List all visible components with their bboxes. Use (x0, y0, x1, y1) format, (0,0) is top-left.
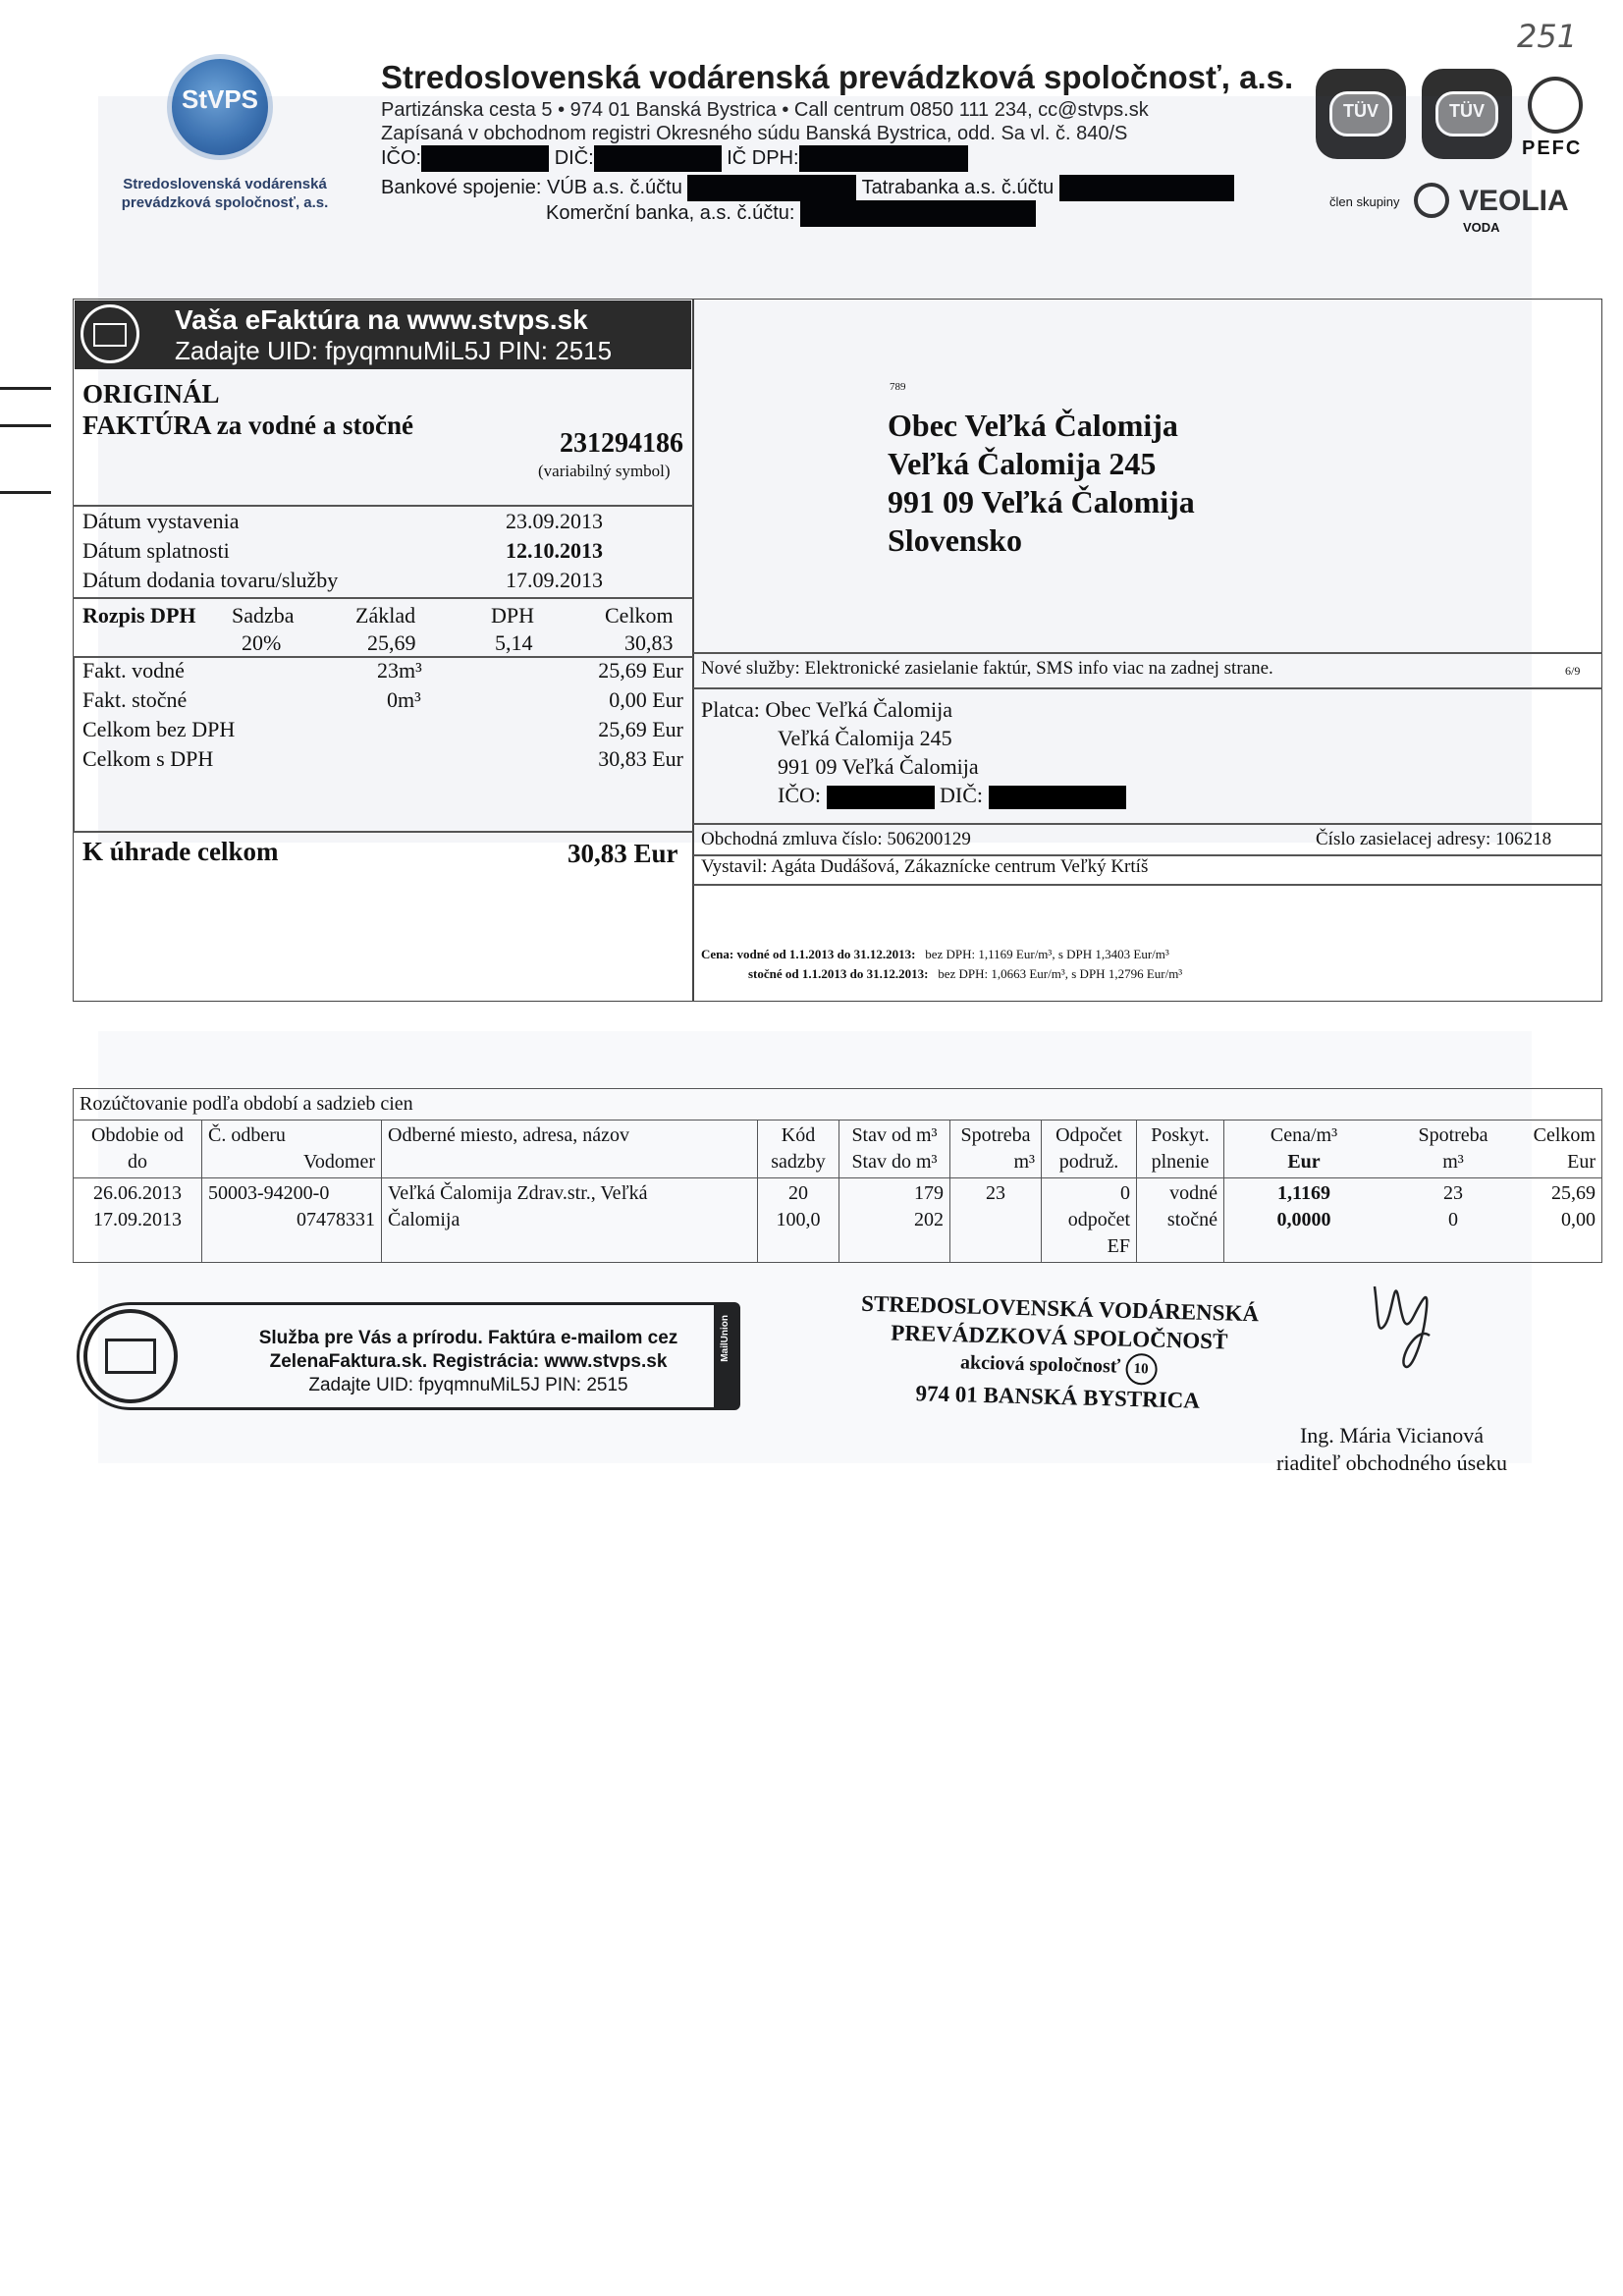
mailunion-text: MailUnion (720, 1315, 730, 1362)
company-registry: Zapísaná v obchodnom registri Okresného súdu Banská Bystrica, odd. Sa vl. č. 840/S (381, 123, 1128, 144)
stamp-line4: 974 01 BANSKÁ BYSTRICA (915, 1381, 1201, 1413)
col-poskyt: Poskyt. plnenie (1137, 1121, 1224, 1178)
amount-qty (377, 715, 524, 744)
page-number: 251 (1517, 18, 1578, 55)
vat-total: 30,83 (624, 630, 674, 655)
stamp-line1: STREDOSLOVENSKÁ VODÁRENSKÁ (860, 1290, 1260, 1327)
dic-label: DIČ: (554, 146, 594, 169)
signatory-name: Ing. Mária Vicianová (1299, 1423, 1485, 1448)
total-value: 30,83 Eur (568, 839, 678, 868)
pefc-icon (1528, 77, 1583, 134)
address-number: Číslo zasielacej adresy: 106218 (1316, 829, 1552, 849)
date-row (82, 536, 603, 566)
col-celkom: Celkom Eur (1523, 1121, 1602, 1178)
amount-label: Celkom bez DPH (82, 717, 236, 741)
tuv-text: TÜV (1329, 91, 1392, 137)
tuv-text: TÜV (1435, 91, 1498, 137)
amount-label: Fakt. stočné (82, 687, 188, 712)
logo-caption-line2: prevádzková spoločnosť, a.s. (121, 194, 329, 211)
logo-text: StVPS (181, 84, 259, 114)
payer-city: 991 09 Veľká Čalomija (778, 754, 979, 779)
veolia-label: VEOLIA (1459, 185, 1569, 217)
price-item: stočné od 1.1.2013 do 31.12.2013: (748, 966, 929, 981)
recipient-city: 991 09 Veľká Čalomija (888, 484, 1195, 519)
margin-mark (0, 387, 51, 390)
amount-row (82, 656, 683, 685)
date-value: 17.09.2013 (506, 568, 603, 592)
col-stav: Stav od m³ Stav do m³ (839, 1121, 950, 1178)
vat-header-total: Celkom (605, 603, 674, 628)
payer-ico-label: IČO: (778, 783, 821, 807)
col-period: Obdobie od do (74, 1121, 202, 1178)
services-page: 6/9 (1565, 664, 1581, 678)
col-cena: Cena/m³ Eur (1224, 1121, 1384, 1178)
invoice-number-label: (variabilný symbol) (538, 462, 671, 480)
recipient-name: Obec Veľká Čalomija (888, 408, 1178, 443)
amount-label: Celkom s DPH (82, 746, 214, 771)
col-kod: Kód sadzby (758, 1121, 839, 1178)
bank2-label: Tatrabanka a.s. č.účtu (861, 176, 1055, 198)
signatory-title: riaditeľ obchodného úseku (1276, 1450, 1507, 1475)
amount-value: 25,69 Eur (598, 717, 683, 741)
date-label: Dátum splatnosti (82, 538, 230, 563)
price-value: bez DPH: 1,0663 Eur/m³, s DPH 1,2796 Eur/m³ (938, 966, 1183, 981)
ico-label: IČO: (381, 146, 422, 169)
date-label: Dátum vystavenia (82, 509, 240, 533)
envelope-icon (81, 304, 139, 363)
amount-value: 25,69 Eur (598, 658, 683, 683)
col-spotreba2: Spotreba m³ (1383, 1121, 1523, 1178)
vat-header-rate: Sadzba (232, 603, 295, 628)
prices-block (701, 945, 1182, 984)
green-line3: Zadajte UID: fpyqmnuMiL5J PIN: 2515 (308, 1375, 628, 1395)
member-label: člen skupiny (1329, 194, 1400, 209)
veolia-voda: VODA (1463, 220, 1500, 235)
recipient-box (693, 299, 1602, 1002)
green-line1: Služba pre Vás a prírodu. Faktúra e-mailom cez (258, 1328, 678, 1348)
invoice-number: 231294186 (560, 428, 683, 459)
stamp-line3: akciová spoločnosť (959, 1351, 1121, 1378)
issuer: Vystavil: Agáta Dudášová, Zákaznícke centrum Veľký Krtíš (701, 856, 1149, 877)
date-value: 23.09.2013 (506, 509, 603, 533)
vat-amount: 5,14 (495, 630, 533, 655)
background-watermark (98, 1031, 1532, 1463)
col-odpocet: Odpočet podruž. (1042, 1121, 1137, 1178)
col-spotreba: Spotreba m³ (950, 1121, 1042, 1178)
pefc-label: PEFC (1522, 137, 1583, 159)
icdph-label: IČ DPH: (727, 146, 799, 169)
vat-base: 25,69 (367, 630, 416, 655)
payer-block (701, 695, 1126, 809)
date-row (82, 507, 603, 536)
amount-qty: 0m³ (387, 687, 421, 712)
amount-value: 30,83 Eur (598, 746, 683, 771)
green-line2: ZelenaFaktura.sk. Registrácia: www.stvps.sk (269, 1351, 668, 1372)
payer-label: Platca: (701, 697, 760, 722)
vat-header-base: Základ (355, 603, 416, 628)
bank-label: Bankové spojenie: VÚB a.s. č.účtu (381, 176, 682, 198)
contract-number: Obchodná zmluva číslo: 506200129 (701, 829, 971, 849)
amount-qty: 23m³ (377, 658, 422, 683)
table-row: 26.06.2013 17.09.2013 50003-94200-0 07478331 Veľká Čalomija Zdrav.str., Veľká Čalomija 20 100,0 179 202 23 0 odpočet EF vodné stočné 1,1169 0,0000 23 0 25,69 0,00 (74, 1178, 1602, 1263)
efaktura-line1: Vaša eFaktúra na www.stvps.sk (175, 304, 588, 335)
amount-label: Fakt. vodné (82, 658, 185, 683)
recipient-country: Slovensko (888, 522, 1022, 558)
original-label: ORIGINÁL (82, 379, 220, 409)
price-value: bez DPH: 1,1169 Eur/m³, s DPH 1,3403 Eur/m³ (925, 947, 1169, 961)
amount-qty (377, 744, 524, 774)
efaktura-line2: Zadajte UID: fpyqmnuMiL5J PIN: 2515 (175, 336, 613, 365)
date-label: Dátum dodania tovaru/služby (82, 568, 339, 592)
redaction (827, 786, 935, 809)
amount-value: 0,00 Eur (609, 687, 683, 712)
stamp-number: 10 (1125, 1353, 1158, 1386)
services-note: Nové služby: Elektronické zasielanie faktúr, SMS info viac na zadnej strane. (701, 658, 1273, 679)
date-value: 12.10.2013 (506, 538, 603, 563)
efaktura-banner[interactable] (75, 301, 691, 369)
stamp-line2: PREVÁDZKOVÁ SPOLOČNOSŤ (891, 1320, 1228, 1354)
date-row (82, 566, 603, 595)
breakdown-title: Rozúčtovanie podľa období a sadzieb cien (74, 1089, 1602, 1121)
vat-rate: 20% (242, 630, 282, 655)
col-place: Odberné miesto, adresa, názov (382, 1121, 758, 1178)
payer-name: Obec Veľká Čalomija (765, 697, 952, 722)
amount-row (82, 715, 683, 744)
company-address: Partizánska cesta 5 • 974 01 Banská Bystrica • Call centrum 0850 111 234, cc@stvps.sk (381, 99, 1149, 121)
payer-dic-label: DIČ: (940, 783, 983, 807)
vat-header-vat: DPH (491, 603, 535, 628)
bank3-label: Komerční banka, a.s. č.účtu: (546, 201, 795, 224)
dates-block (82, 507, 603, 595)
payer-street: Veľká Čalomija 245 (778, 726, 952, 750)
logo-caption-line1: Stredoslovenská vodárenská (123, 176, 327, 192)
margin-mark (0, 424, 51, 427)
col-cislo: Č. odberu Vodomer (202, 1121, 382, 1178)
price-item: vodné od 1.1.2013 do 31.12.2013: (736, 947, 916, 961)
recipient-code: 789 (890, 381, 906, 393)
recipient-address (888, 407, 1195, 560)
invoice-title: FAKTÚRA za vodné a stočné (82, 410, 413, 440)
amounts-block (82, 656, 683, 774)
margin-mark (0, 491, 51, 494)
redaction (989, 786, 1126, 809)
prices-label: Cena: (701, 947, 734, 961)
recipient-street: Veľká Čalomija 245 (888, 446, 1157, 481)
amount-row (82, 744, 683, 774)
company-name: Stredoslovenská vodárenská prevádzková spoločnosť, a.s. (381, 59, 1294, 95)
total-label: K úhrade celkom (82, 837, 279, 866)
amount-row (82, 685, 683, 715)
vat-header-label: Rozpis DPH (82, 603, 196, 628)
